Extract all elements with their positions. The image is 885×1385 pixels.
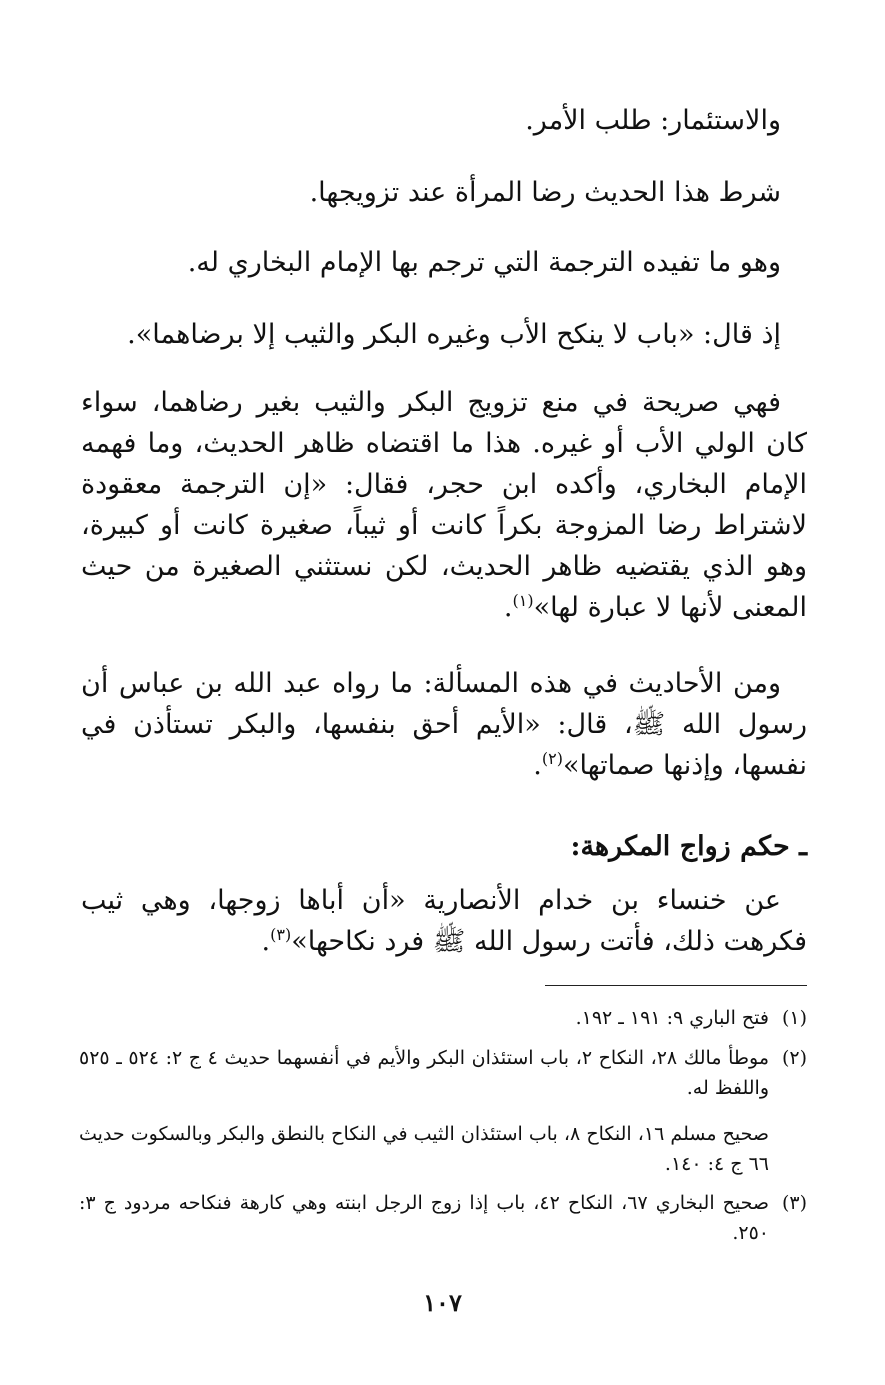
paragraph-bukhari-chapter: إذ قال: «باب لا ينكح الأب وغيره البكر والثيب إلا برضاهما». xyxy=(127,319,781,350)
footnote-ref-3: (٣) xyxy=(270,925,292,944)
paragraph-definition: والاستئمار: طلب الأمر. xyxy=(525,105,781,136)
footnote-3 xyxy=(79,1188,807,1248)
paragraph-translation-note: وهو ما تفيده الترجمة التي ترجم بها الإمام البخاري له. xyxy=(187,247,781,278)
footnote-number: (٣) xyxy=(781,1192,807,1214)
page-number: ١٠٧ xyxy=(423,1288,462,1317)
footnote-text: موطأ مالك ٢٨، النكاح ٢، باب استئذان البكر والأيم في أنفسهما حديث ٤ ج ٢: ٥٢٤ ـ ٥٢٥ واللفظ له. xyxy=(79,1047,769,1099)
footnote-1 xyxy=(79,1003,807,1033)
footnote-text: صحيح مسلم ١٦، النكاح ٨، باب استئذان الثيب في النكاح بالنطق والبكر وبالسكوت حديث ٦٦ ج ٤: ١٤٠. xyxy=(79,1123,769,1175)
footnote-2-continuation xyxy=(79,1119,807,1179)
paragraph-hadith-condition: شرط هذا الحديث رضا المرأة عند تزويجها. xyxy=(309,177,781,208)
footnote-ref-2: (٢) xyxy=(541,749,563,768)
section-heading: ـ حكم زواج المكرهة: xyxy=(570,831,807,862)
paragraph-khansa-hadith: عن خنساء بن خدام الأنصارية «أن أباها زوجها، وهي ثيب فكرهت ذلك، فأتت رسول الله ﷺ فرد نكاحها»$^{(٣)}$. xyxy=(81,885,807,957)
footnote-text: فتح الباري ٩: ١٩١ ـ ١٩٢. xyxy=(575,1007,769,1029)
footnote-number: (٢) xyxy=(781,1047,807,1069)
footnote-2 xyxy=(79,1043,807,1103)
footnote-number: (١) xyxy=(781,1007,807,1029)
footnote-ref-1: (١) xyxy=(512,591,534,610)
footnote-text: صحيح البخاري ٦٧، النكاح ٤٢، باب إذا زوج الرجل ابنته وهي كارهة فنكاحه مردود ج ٣: ٢٥٠. xyxy=(79,1192,769,1244)
paragraph-ibn-abbas-hadith: ومن الأحاديث في هذه المسألة: ما رواه عبد الله بن عباس أن رسول الله ﷺ، قال: «الأيم أحق بنفسها، والبكر تستأذن في نفسها، وإذنها صماتها»$^{(٢)}$. xyxy=(81,668,807,781)
paragraph-explanation: فهي صريحة في منع تزويج البكر والثيب بغير رضاهما، سواء كان الولي الأب أو غيره. هذا ما اقتضاه ظاهر الحديث، وما فهمه الإمام البخاري، وأكده ابن حجر، فقال: «إن الترجمة معقودة لاشتراط رضا المزوجة بكراً كانت أو ثيباً، صغيرة كانت أو كبيرة، وهو الذي يقتضيه ظاهر الحديث، لكن نستثني الصغيرة من حيث المعنى لأنها لا عبارة لها»$^{(١)}$. xyxy=(81,387,807,623)
footnote-separator xyxy=(545,985,807,986)
